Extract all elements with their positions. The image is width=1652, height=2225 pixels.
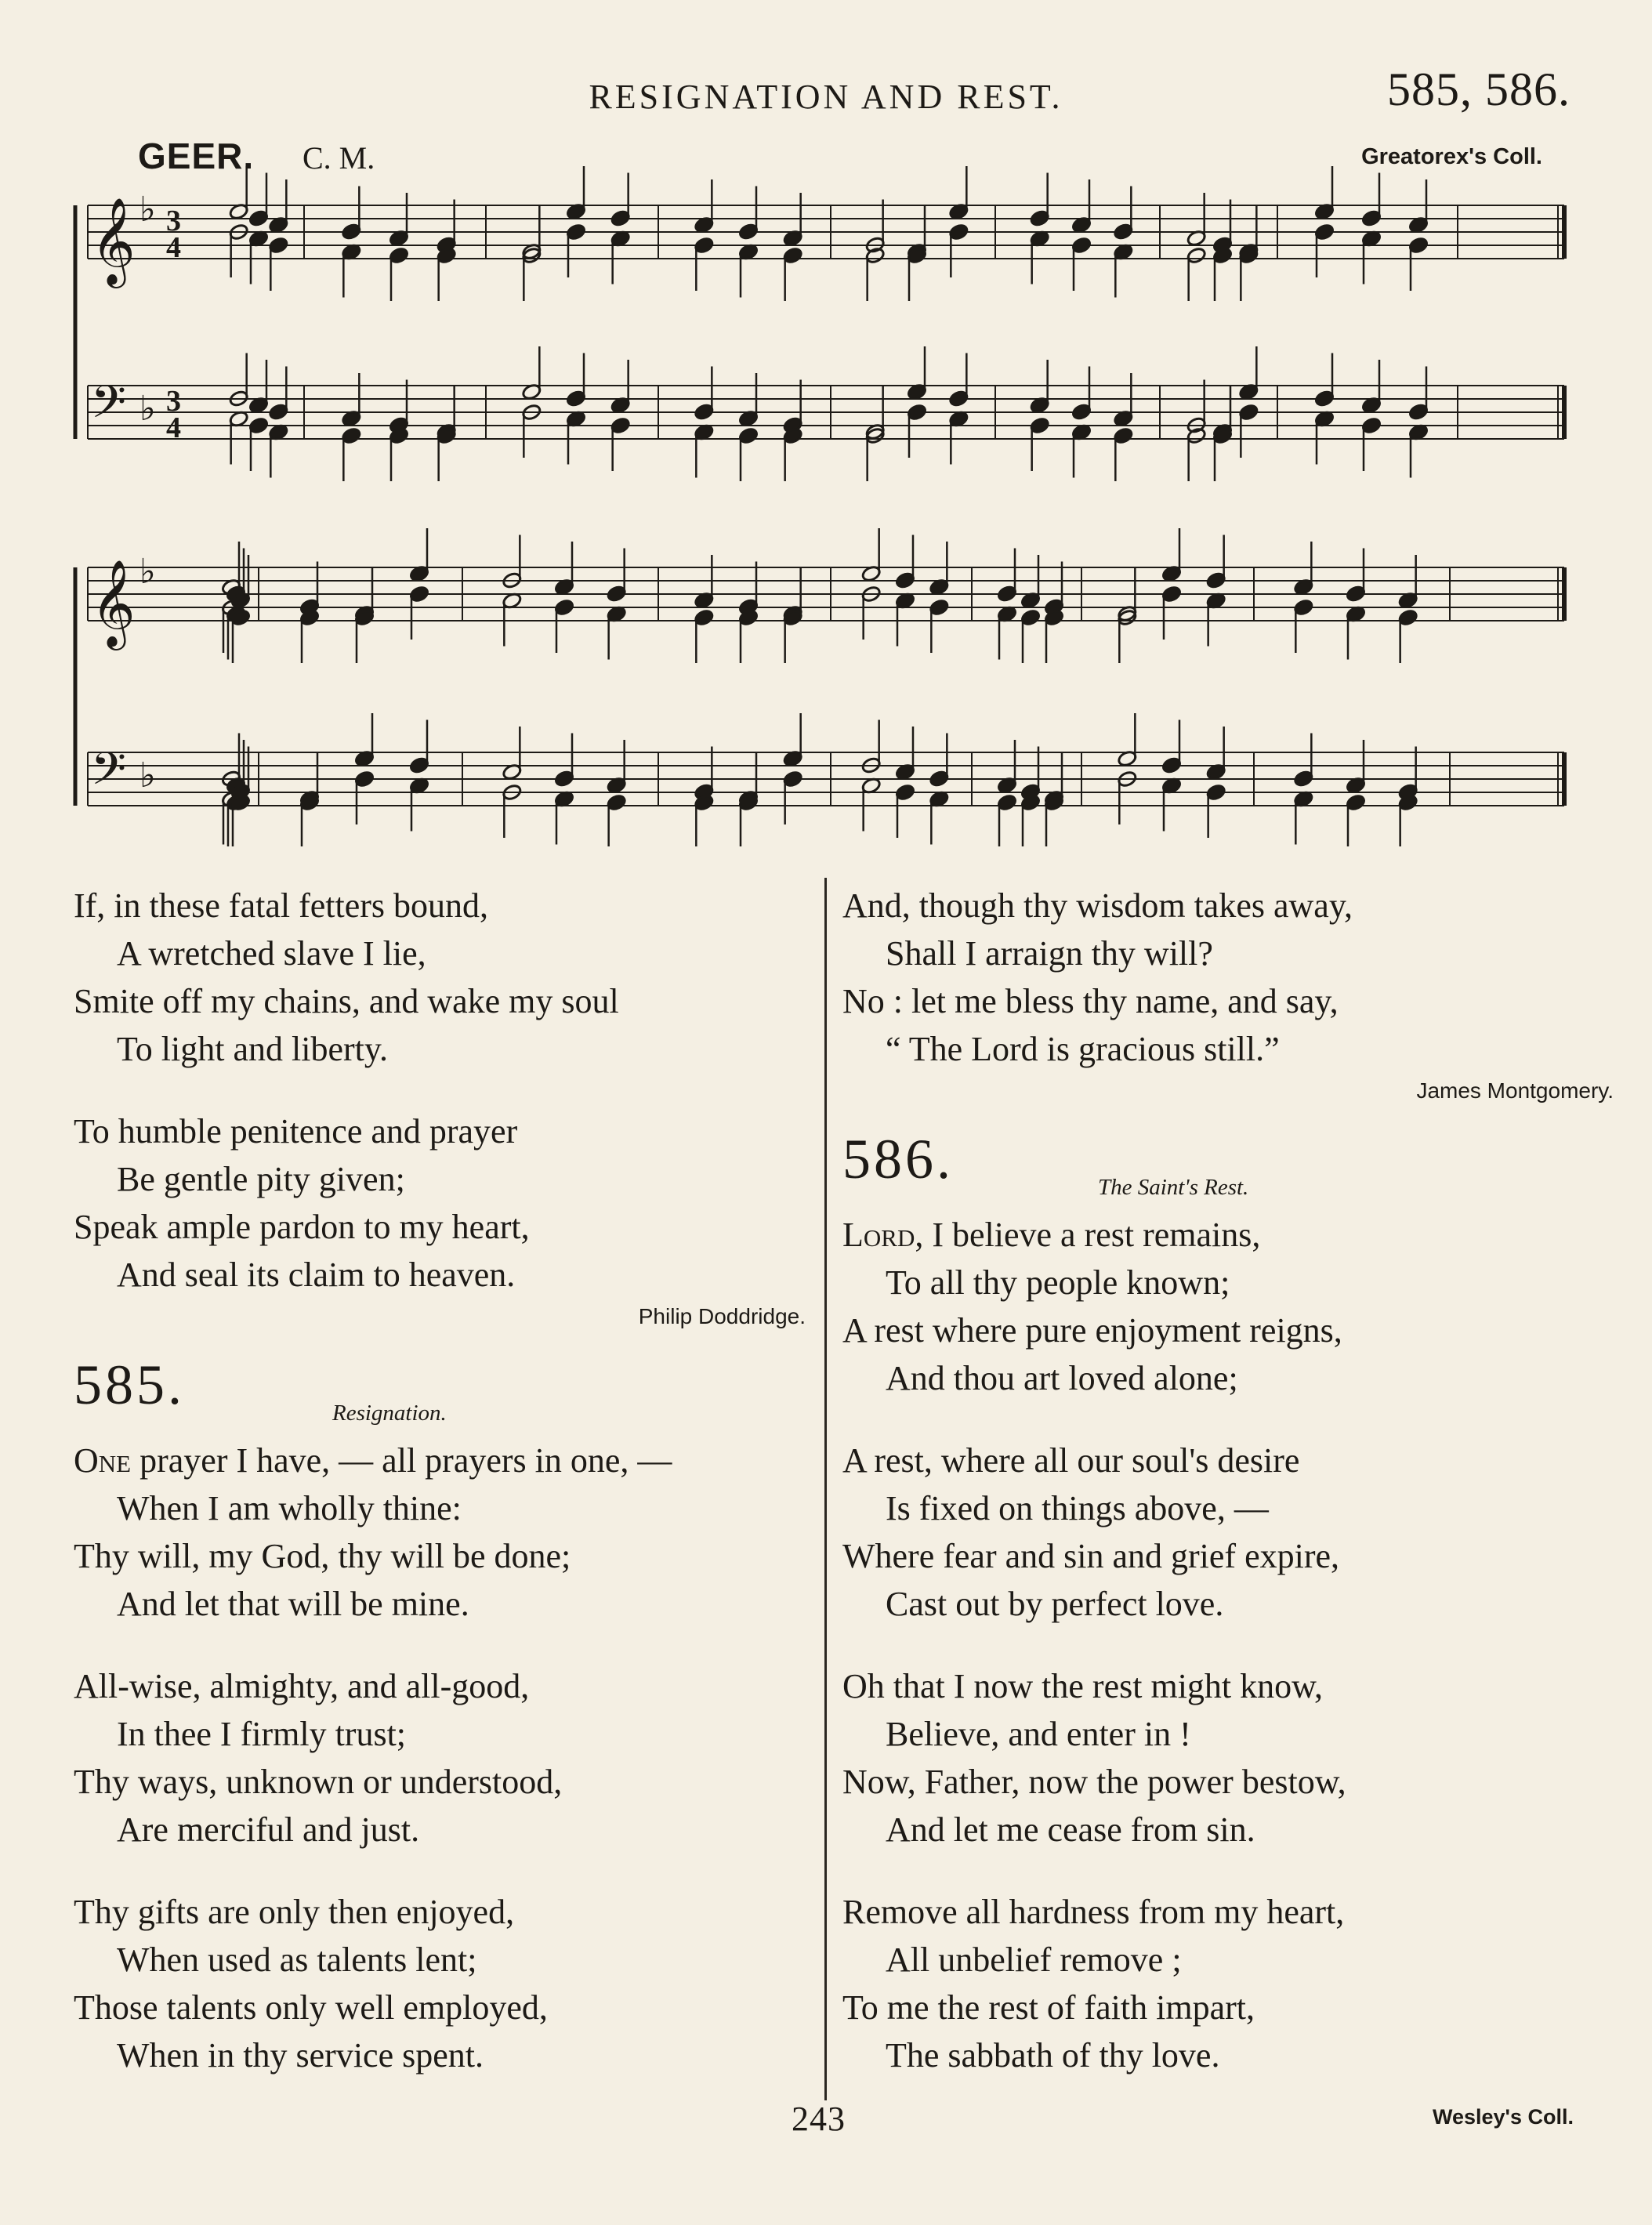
verse-line: Speak ample pardon to my heart,	[74, 1208, 530, 1246]
verse-line: When used as talents lent;	[117, 1941, 477, 1979]
hymn-author: James Montgomery.	[1416, 1078, 1614, 1103]
tune-source: Greatorex's Coll.	[1361, 144, 1542, 169]
verse-line: Believe, and enter in !	[886, 1715, 1191, 1753]
verse-line: To light and liberty.	[117, 1030, 389, 1068]
time-signature: 3	[166, 205, 181, 237]
first-line-rest: prayer I have, — all prayers in one, —	[131, 1441, 672, 1480]
verse-line: And thou art loved alone;	[886, 1359, 1238, 1397]
verse-line: Oh that I now the rest might know,	[842, 1667, 1324, 1705]
verse-first-line	[842, 1211, 1579, 1259]
tune-meter: C. M.	[303, 140, 375, 176]
treble-clef-icon: 𝄞	[91, 197, 136, 284]
time-signature: 4	[166, 411, 181, 444]
verse-line: Where fear and sin and grief expire,	[842, 1537, 1340, 1575]
verse-line: A rest where pure enjoyment reigns,	[842, 1311, 1342, 1350]
verse-line: A wretched slave I lie,	[117, 934, 426, 973]
verse-line: Be gentle pity given;	[117, 1160, 405, 1198]
stanza	[74, 1662, 810, 1854]
column-divider	[824, 878, 827, 2100]
verse-line: All unbelief remove ;	[886, 1941, 1182, 1979]
verse-first-line	[74, 1437, 810, 1484]
verse-line: Now, Father, now the power bestow,	[842, 1763, 1346, 1801]
stanza	[74, 1888, 810, 2079]
stanza	[74, 882, 810, 1073]
verse-line: To me the rest of faith impart,	[842, 1988, 1255, 2027]
hymn-heading	[842, 1128, 1579, 1206]
hymn-number: 586.	[842, 1128, 954, 1190]
verse-line: No : let me bless thy name, and say,	[842, 982, 1339, 1020]
hymn-title: The Saint's Rest.	[1098, 1175, 1249, 1200]
stanza	[842, 1437, 1579, 1628]
hymn-heading	[74, 1353, 810, 1432]
stanza	[74, 1437, 810, 1628]
verse-line: And let me cease from sin.	[886, 1810, 1255, 1849]
verse-line: To all thy people known;	[886, 1263, 1230, 1302]
verse-line: When I am wholly thine:	[117, 1489, 462, 1527]
verse-line: Cast out by perfect love.	[886, 1585, 1224, 1623]
first-word: One	[74, 1441, 132, 1480]
time-signature: 4	[166, 231, 181, 264]
verse-line: And seal its claim to heaven.	[117, 1256, 516, 1294]
flat-icon: ♭	[139, 756, 156, 795]
verse-line: Are merciful and just.	[117, 1810, 420, 1849]
hymn-title: Resignation.	[332, 1401, 447, 1426]
stanza	[74, 1107, 810, 1299]
verse-line: And let that will be mine.	[117, 1585, 469, 1623]
verse-line: Thy ways, unknown or understood,	[74, 1763, 563, 1801]
verse-line: When in thy service spent.	[117, 2036, 484, 2075]
stanza	[842, 1211, 1579, 1402]
first-word: Lord	[842, 1216, 915, 1254]
verse-line: Those talents only well employed,	[74, 1988, 548, 2027]
verse-line: Is fixed on things above, —	[886, 1489, 1269, 1527]
verse-line: Thy gifts are only then enjoyed,	[74, 1893, 515, 1931]
verse-line: The sabbath of thy love.	[886, 2036, 1220, 2075]
score-systems	[75, 166, 1564, 846]
running-title: RESIGNATION AND REST.	[589, 78, 1063, 116]
first-line-rest: , I believe a rest remains,	[915, 1216, 1261, 1254]
left-column	[74, 882, 810, 2114]
verse-line: Remove all hardness from my heart,	[842, 1893, 1345, 1931]
bass-clef-icon: 𝄢	[91, 742, 127, 806]
verse-line: And, though thy wisdom takes away,	[842, 886, 1353, 925]
flat-icon: ♭	[139, 190, 156, 230]
verse-line: Shall I arraign thy will?	[886, 934, 1213, 973]
verse-line: “ The Lord is gracious still.”	[886, 1030, 1280, 1068]
music-score	[0, 0, 1652, 846]
verse-line: If, in these fatal fetters bound,	[74, 886, 489, 925]
stanza	[842, 882, 1579, 1073]
verse-line: Smite off my chains, and wake my soul	[74, 982, 619, 1020]
right-column	[842, 882, 1614, 2114]
treble-clef-icon: 𝄞	[91, 559, 136, 647]
verse-line: All-wise, almighty, and all-good,	[74, 1667, 530, 1705]
stanza	[842, 1662, 1579, 1854]
page-hymn-numbers: 585, 586.	[1387, 63, 1570, 115]
tune-name: GEER.	[138, 136, 255, 176]
time-signature: 3	[166, 385, 181, 418]
footer-source: Wesley's Coll.	[1433, 2105, 1574, 2129]
verse-line: A rest, where all our soul's desire	[842, 1441, 1300, 1480]
hymn-author: Philip Doddridge.	[638, 1304, 806, 1328]
flat-icon: ♭	[139, 389, 156, 429]
verse-line: To humble penitence and prayer	[74, 1112, 518, 1151]
stanza	[842, 1888, 1579, 2079]
flat-icon: ♭	[139, 552, 156, 592]
page-number: 243	[792, 2100, 846, 2138]
verse-line: Thy will, my God, thy will be done;	[74, 1537, 571, 1575]
bass-clef-icon: 𝄢	[91, 375, 127, 440]
hymn-number: 585.	[74, 1353, 185, 1416]
verse-line: In thee I firmly trust;	[117, 1715, 407, 1753]
